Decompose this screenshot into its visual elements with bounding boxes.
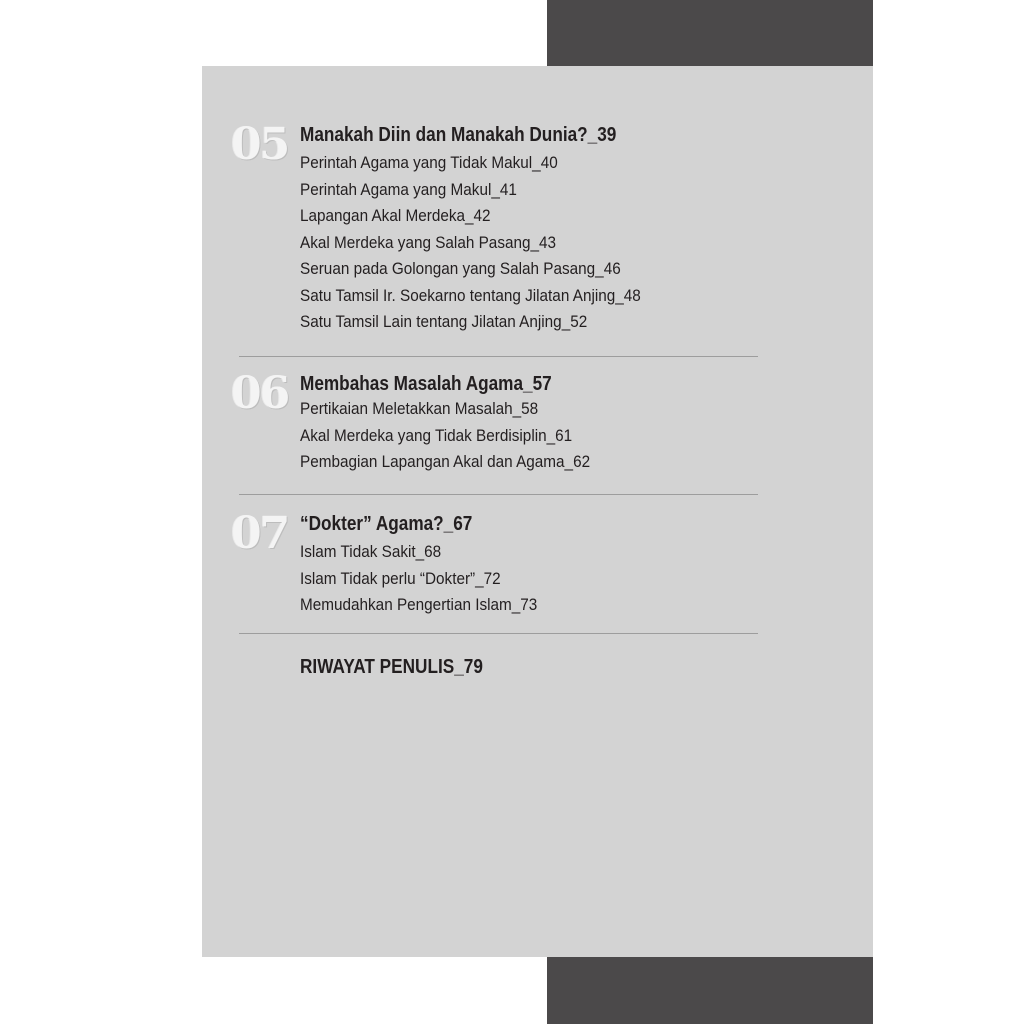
- decorative-block-top: [547, 0, 873, 66]
- closing-title: RIWAYAT PENULIS_79: [300, 656, 483, 678]
- chapter-title: Manakah Diin dan Manakah Dunia?_39: [300, 124, 617, 146]
- chapter-body: [300, 123, 760, 336]
- toc-item: Satu Tamsil Ir. Soekarno tentang Jilatan Anjing_48: [300, 285, 641, 305]
- chapter-title: Membahas Masalah Agama_57: [300, 373, 552, 395]
- chapter-divider: [239, 356, 758, 357]
- toc-item: Islam Tidak perlu “Dokter”_72: [300, 568, 501, 588]
- toc-item: Pembagian Lapangan Akal dan Agama_62: [300, 452, 591, 471]
- chapter-items: [300, 150, 760, 336]
- chapter-number: 07: [231, 508, 289, 559]
- toc-item: Perintah Agama yang Tidak Makul_40: [300, 153, 558, 172]
- chapter-title: “Dokter” Agama?_67: [300, 513, 473, 535]
- toc-item: Pertikaian Meletakkan Masalah_58: [300, 399, 539, 418]
- contents-page: [202, 66, 873, 957]
- chapter-body: [300, 512, 760, 619]
- toc-item: Perintah Agama yang Makul_41: [300, 179, 517, 199]
- toc-item: Seruan pada Golongan yang Salah Pasang_46: [300, 259, 621, 278]
- chapter-items: [300, 396, 760, 476]
- decorative-block-bottom: [547, 957, 873, 1024]
- toc-item: Akal Merdeka yang Tidak Berdisiplin_61: [300, 425, 573, 445]
- toc-item: Memudahkan Pengertian Islam_73: [300, 595, 538, 614]
- chapter-items: [300, 539, 760, 619]
- chapter-divider: [239, 494, 758, 495]
- toc-item: Lapangan Akal Merdeka_42: [300, 206, 491, 225]
- chapter-body: [300, 372, 760, 476]
- chapter-divider: [239, 633, 758, 634]
- toc-item: Islam Tidak Sakit_68: [300, 542, 442, 561]
- chapter-number: 05: [231, 119, 289, 170]
- toc-item: Satu Tamsil Lain tentang Jilatan Anjing_52: [300, 312, 588, 331]
- chapter-number: 06: [231, 368, 289, 419]
- toc-item: Akal Merdeka yang Salah Pasang_43: [300, 232, 557, 252]
